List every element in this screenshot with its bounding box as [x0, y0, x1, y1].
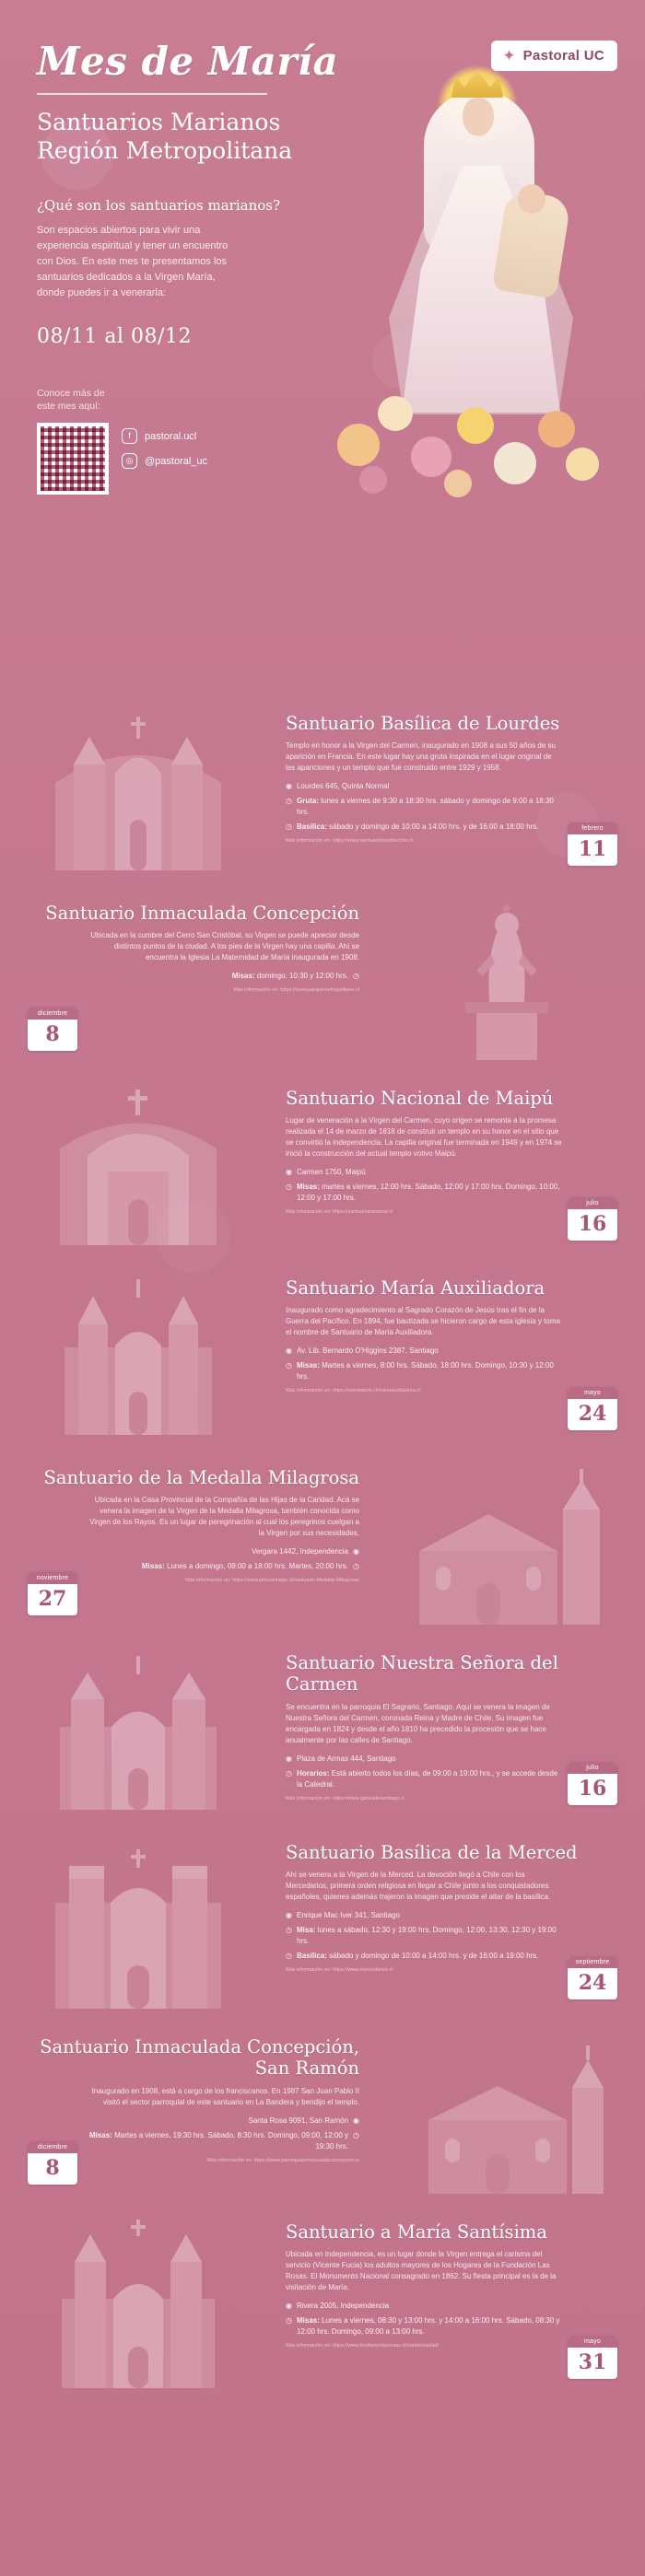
feast-day: 24	[578, 1402, 607, 1426]
feast-month: julio	[568, 1762, 617, 1774]
qr-code[interactable]	[37, 423, 109, 495]
hours-value: lunes a sábado, 12:30 y 19:00 hrs. Domingo, 12:00, 13:30, 12:30 y 19:00 hrs.	[296, 1926, 557, 1946]
shrine-text	[276, 1838, 645, 1973]
hours-text	[297, 1768, 562, 1790]
shrine-description: Se encuentra en la parroquia El Sagrario, Santiago. Aquí se venera la imagen de Nuestra Señora del Carmen, coronada Reina y Madre de Chile. Su imagen fue encargada en 1824 y desde el año 1810 ha precedido la procesión que se hace anualmente por las calles de Santiago.	[286, 1702, 550, 1744]
church-illustration	[369, 899, 645, 1066]
shrine-hours	[286, 822, 562, 833]
shrine-address	[286, 1167, 562, 1178]
shrine-item	[0, 2209, 645, 2403]
nuestra-senora-carmen-graphic	[23, 1649, 253, 1814]
hours-label: Misas:	[296, 2316, 320, 2325]
hours-value: Martes a viernes, 8:00 hrs. Sábado, 18:00 hrs. Domingo, 10:30 y 12:00 hrs.	[296, 1361, 554, 1381]
hours-text	[297, 1360, 562, 1382]
hours-text	[297, 2315, 562, 2337]
flower-icon	[566, 448, 599, 481]
address-text: Plaza de Armas 444, Santiago	[296, 1754, 396, 1763]
shrine-hours	[83, 971, 359, 982]
flower-cluster	[328, 359, 632, 497]
flower-icon	[444, 470, 472, 497]
hours-text	[297, 1925, 562, 1947]
feast-month: julio	[568, 1197, 617, 1209]
facebook-icon: f	[122, 428, 137, 444]
feast-day: 27	[38, 1587, 67, 1611]
hours-value: Lunes a viernes, 08:30 y 13:00 hrs. y 14:00 a 16:00 hrs. Sábado, 08:30 y 12:00 hrs. Domingo, 09:00 a 13:00 hrs.	[296, 2316, 560, 2337]
address-text: Vergara 1442, Independencia	[252, 1547, 349, 1556]
shrine-title: Santuario Nuestra Señora del Carmen	[286, 1652, 558, 1696]
shrine-title: Santuario de la Medalla Milagrosa	[43, 1467, 359, 1488]
feast-day: 16	[578, 1212, 607, 1236]
virgin-mary-illustration	[328, 55, 632, 497]
address-text: Enrique Mac Iver 341, Santiago	[296, 1911, 401, 1920]
subtitle-line-2: Región Metropolitana	[37, 137, 293, 165]
flower-icon	[494, 442, 536, 484]
shrine-source: Más información en: https://www.santuariolourdeschile.cl	[286, 838, 414, 845]
hours-value: martes a viernes, 12:00 hrs. Sábado, 12:00 y 17:00 hrs. Domingo, 10:00, 12:00 y 17:00 hrs.	[296, 1183, 560, 1203]
pin-icon: ◉	[353, 2116, 359, 2125]
pin-icon: ◉	[286, 2302, 292, 2311]
flower-icon	[538, 411, 575, 448]
shrine-text	[0, 1463, 369, 1583]
hours-label: Basílica:	[296, 822, 327, 832]
pin-icon: ◉	[353, 1547, 359, 1556]
hours-label: Basílica:	[296, 1952, 327, 1961]
shrine-hours	[286, 2315, 562, 2337]
shrine-source: Más información en: https://www.parroquiainmaculadaconcepcion.cl	[206, 2157, 359, 2163]
brand-name: Pastoral UC	[522, 48, 604, 64]
shrine-title: Santuario Inmaculada Concepción	[45, 903, 359, 924]
hours-text	[142, 1561, 348, 1572]
shrine-source: Más información en: https://www.iglesiadesantiago.cl	[286, 1795, 405, 1801]
intro-question: ¿Qué son los santuarios marianos?	[37, 196, 281, 214]
subtitle-line-1: Santuarios Marianos	[37, 109, 281, 135]
feast-day: 8	[45, 2156, 60, 2180]
hours-text	[297, 822, 538, 833]
shrine-description: Inaugurado en 1908, está a cargo de los franciscanos. En 1987 San Juan Pablo II visitó el sector parroquial de este santuario en La Bandera y bendijo el templo.	[91, 2086, 359, 2106]
hours-label: Misa:	[296, 1926, 316, 1935]
shrine-address	[286, 1754, 562, 1765]
feast-date-chip	[568, 1197, 617, 1241]
hours-label: Misas:	[296, 1183, 320, 1192]
lourdes-basilica-graphic	[23, 709, 253, 875]
pin-icon: ◉	[286, 1346, 292, 1356]
shrine-description: Ubicada en la cumbre del Cerro San Cristóbal, su Virgen se puede apreciar desde distintos puntos de la ciudad. A los pies de la Virgen hay una capilla. Ahí se encuentra la Iglesia La Maternidad de María inaugurada en 1908.	[90, 931, 359, 962]
shrine-hours	[286, 1360, 562, 1382]
feast-month: noviembre	[28, 1572, 77, 1584]
shrine-description: Inaugurado como agradecimiento al Sagrado Corazón de Jesús tras el fin de la Guerra del Pacífico. En 1894, fue bautizada se hicieron cargo de esta iglesia y toma el nombre de Santuario de María Auxiliadora.	[286, 1306, 560, 1337]
social-instagram[interactable]	[122, 453, 207, 469]
shrine-title: Santuario Basílica de Lourdes	[286, 713, 560, 734]
instagram-icon: ◎	[122, 453, 137, 469]
pin-icon: ◉	[286, 1911, 292, 1920]
feast-day: 24	[578, 1971, 607, 1995]
feast-month: mayo	[568, 1387, 617, 1399]
shrine-source: Más información en: https://www.parquemetropolitano.cl	[233, 987, 359, 994]
hours-value: Está abierto todos los días, de 09:00 a 19:00 hrs., y se accede desde la Catedral.	[296, 1768, 558, 1789]
page-title: Mes de María	[37, 39, 339, 84]
date-range: 08/11 al 08/12	[37, 324, 192, 348]
hours-value: sábado y domingo de 10:00 a 14:00 hrs. y de 16:00 a 19:00 hrs.	[329, 1952, 539, 1961]
clock-icon: ◷	[353, 1562, 359, 1571]
feast-date-chip	[568, 1762, 617, 1805]
church-illustration	[0, 1274, 276, 1445]
maria-santisima-graphic	[23, 2218, 253, 2388]
shrine-description: Templo en honor a la Virgen del Carmen, inaugurado en 1908 a sus 50 años de su aparición en Francia. En este lugar hay una gruta inspirada en el lugar original de las apariciones y un templo que fue construido entre 1929 y 1958.	[286, 741, 556, 773]
clock-icon: ◷	[286, 797, 292, 806]
clock-icon: ◷	[353, 972, 359, 981]
feast-date-chip	[568, 822, 617, 866]
shrine-item	[0, 890, 645, 1075]
shrine-item	[0, 1265, 645, 1454]
address-text: Carmen 1750, Maipú	[296, 1168, 366, 1177]
medalla-milagrosa-graphic	[392, 1463, 622, 1625]
shrine-title: Santuario Nacional de Maipú	[286, 1088, 554, 1109]
child-jesus-head	[518, 184, 545, 214]
face-shape	[463, 98, 494, 136]
shrine-text	[276, 1084, 645, 1215]
hours-text	[297, 1951, 538, 1962]
feast-day: 11	[578, 837, 607, 861]
feast-date-chip	[28, 2141, 77, 2185]
shrine-hours	[83, 2130, 359, 2152]
feast-month: diciembre	[28, 1008, 77, 1020]
shrine-hours	[286, 1925, 562, 1947]
pin-icon: ◉	[286, 782, 292, 791]
shrine-title: Santuario Basílica de la Merced	[286, 1842, 578, 1863]
shrine-address	[286, 781, 562, 792]
church-illustration	[369, 1463, 645, 1630]
clock-icon: ◷	[286, 1361, 292, 1370]
clock-icon: ◷	[286, 2316, 292, 2325]
shrine-description: Lugar de veneración a la Virgen del Carmen, cuyo origen se remonta a la promesa realizada el 14 de marzo de 1818 de construir un templo en su honor en el sitio que se convirtió la independencia. La capilla original fue terminada en 1949 y en 1974 se inició la construcción del actual templo votivo Maipú.	[286, 1116, 562, 1159]
feast-day: 8	[45, 1022, 60, 1046]
intro-text: Son espacios abiertos para vivir una experiencia espiritual y tener un encuentro con Dios. En este mes te presentamos los santuarios dedicados a la Virgen María, donde puedes ir a venerarla:	[37, 224, 229, 298]
shrine-hours	[286, 1951, 562, 1962]
shrine-item	[0, 1075, 645, 1265]
clock-icon: ◷	[286, 1952, 292, 1961]
flower-icon	[411, 437, 452, 477]
la-merced-basilica-graphic	[23, 1838, 253, 2009]
shrine-item	[0, 1829, 645, 2023]
clock-icon: ◷	[286, 1926, 292, 1935]
social-list	[122, 423, 207, 469]
church-illustration	[0, 1084, 276, 1255]
shrine-source: Más información en: https://santuariosantiago.cl/santuario-Medalla-Milagrosa/	[185, 1578, 359, 1584]
feast-date-chip	[568, 1387, 617, 1430]
hours-label: Misas:	[141, 1562, 165, 1571]
flower-icon	[378, 396, 413, 431]
shrine-source: Más información en: https://www.fundacionlasrosas.cl/santisimadad/	[286, 2343, 439, 2349]
flower-icon	[359, 466, 387, 494]
hours-label: Misas:	[88, 2130, 112, 2139]
church-illustration	[0, 1649, 276, 1820]
pin-icon: ◉	[286, 1754, 292, 1763]
shrine-text	[276, 2218, 645, 2349]
shrine-item	[0, 1454, 645, 1639]
feast-date-chip	[568, 1956, 617, 1999]
fish-icon: ✦	[502, 47, 516, 64]
san-ramon-church-graphic	[392, 2033, 622, 2194]
shrine-title: Santuario Inmaculada Concepción, San Ramón	[40, 2036, 359, 2080]
hours-label: Gruta:	[296, 797, 319, 806]
shrine-address	[83, 1546, 359, 1557]
clock-icon: ◷	[286, 1768, 292, 1778]
feast-month: febrero	[568, 822, 617, 834]
shrine-list	[0, 700, 645, 2403]
pin-icon: ◉	[286, 1168, 292, 1177]
feast-month: diciembre	[28, 2141, 77, 2153]
clock-icon: ◷	[353, 2130, 359, 2139]
immaculate-conception-statue-graphic	[410, 899, 604, 1060]
feast-month: septiembre	[568, 1956, 617, 1968]
feast-date-chip	[28, 1572, 77, 1615]
shrine-description: Ahí se venera a la Virgen de la Merced. La devoción llegó a Chile con los Mercedarios, primera orden religiosa en llegar a Chile junto a los conquistadores españoles, quienes además trajeron la imagen que preside el altar de la basílica.	[286, 1871, 551, 1902]
church-illustration	[0, 1838, 276, 2014]
shrine-hours	[286, 796, 562, 818]
shrine-description: Ubicada en Independencia, es un lugar donde la Virgen entrega el carisma del servicio (Vicente Fucia) los adultos mayores de los Hogares de la Fundación Las Rosas. El Monumento Nacional consagrado en 1862. Su fiesta principal es la de la visitación de María.	[286, 2250, 557, 2292]
shrine-item	[0, 2023, 645, 2209]
shrine-address	[286, 1910, 562, 1921]
shrine-text	[0, 899, 369, 993]
address-text: Rivera 2005, Independencia	[296, 2302, 390, 2311]
church-illustration	[369, 2033, 645, 2199]
shrine-hours	[83, 1561, 359, 1572]
feast-date-chip	[568, 2336, 617, 2379]
hours-label: Misas:	[296, 1361, 320, 1370]
maria-auxiliadora-graphic	[23, 1274, 253, 1440]
hours-text	[232, 971, 348, 982]
flower-icon	[457, 407, 494, 444]
hours-text	[83, 2130, 348, 2152]
clock-icon: ◷	[286, 1183, 292, 1192]
hours-label: Horarios:	[296, 1768, 330, 1778]
church-illustration	[0, 709, 276, 880]
hours-value: Lunes a domingo, 09:00 a 18:00 hrs. Martes, 20:00 hrs.	[167, 1562, 349, 1571]
feast-day: 31	[578, 2350, 607, 2374]
shrine-source: Más información en: https://salesianos.cl/mariaauxiliadora.cl	[286, 1388, 421, 1394]
hours-text	[297, 1182, 562, 1204]
shrine-hours	[286, 1768, 562, 1790]
shrine-description: Ubicada en la Casa Provincial de la Compañía de las Hijas de la Caridad. Acá se venera la imagen de la Virgen de la Medalla Milagrosa, también conocida como Virgen de los Rayos. Es un lugar de peregrinación al cual los peregrinos cuelgan a la Virgen por sus necesidades.	[89, 1496, 359, 1538]
shrine-hours	[286, 1182, 562, 1204]
address-text: Av. Lib. Bernardo O'Higgins 2387, Santiago	[296, 1346, 439, 1356]
shrine-title: Santuario María Auxiliadora	[286, 1277, 545, 1299]
hours-value: lunes a viernes de 9:30 a 18:30 hrs. sábado y domingo de 9:00 a 18:30 hrs.	[296, 797, 554, 817]
instagram-handle: @pastoral_uc	[145, 455, 208, 467]
shrine-item	[0, 1639, 645, 1829]
address-text: Santa Rosa 9091, San Ramón	[248, 2116, 349, 2125]
shrine-source: Más información en: https://santuarionacional.cl	[286, 1209, 393, 1216]
header	[0, 0, 645, 700]
feast-date-chip	[28, 1008, 77, 1051]
shrine-item	[0, 700, 645, 890]
address-text: Lourdes 645, Quinta Normal	[296, 782, 390, 791]
feast-day: 16	[578, 1777, 607, 1801]
maipu-temple-graphic	[23, 1084, 253, 1250]
shrine-text	[276, 1274, 645, 1393]
shrine-address	[286, 1346, 562, 1357]
hours-value: domingo, 10:30 y 12:00 hrs.	[256, 972, 349, 981]
clock-icon: ◷	[286, 822, 292, 832]
more-info-label: Conoce más de este mes aquí:	[37, 387, 105, 413]
shrine-address	[286, 2301, 562, 2312]
facebook-handle: pastoral.ucl	[145, 430, 197, 442]
title-divider	[37, 93, 267, 95]
feast-month: mayo	[568, 2336, 617, 2348]
hours-value: Martes a viernes, 19:30 hrs. Sábado, 8:30 hrs. Domingo, 09:00, 12:00 y 19:30 hrs.	[114, 2130, 349, 2151]
shrine-source: Más información en: https://www.mercedarios.cl	[286, 1967, 393, 1974]
hours-text	[297, 796, 562, 818]
hours-label: Misas:	[231, 972, 255, 981]
hours-value: sábado y domingo de 10:00 a 14:00 hrs. y de 16:00 a 18:00 hrs.	[329, 822, 539, 832]
social-facebook[interactable]	[122, 428, 207, 444]
shrine-title: Santuario a María Santísima	[286, 2221, 547, 2243]
flower-icon	[337, 424, 380, 466]
church-illustration	[0, 2218, 276, 2394]
shrine-address	[83, 2116, 359, 2127]
